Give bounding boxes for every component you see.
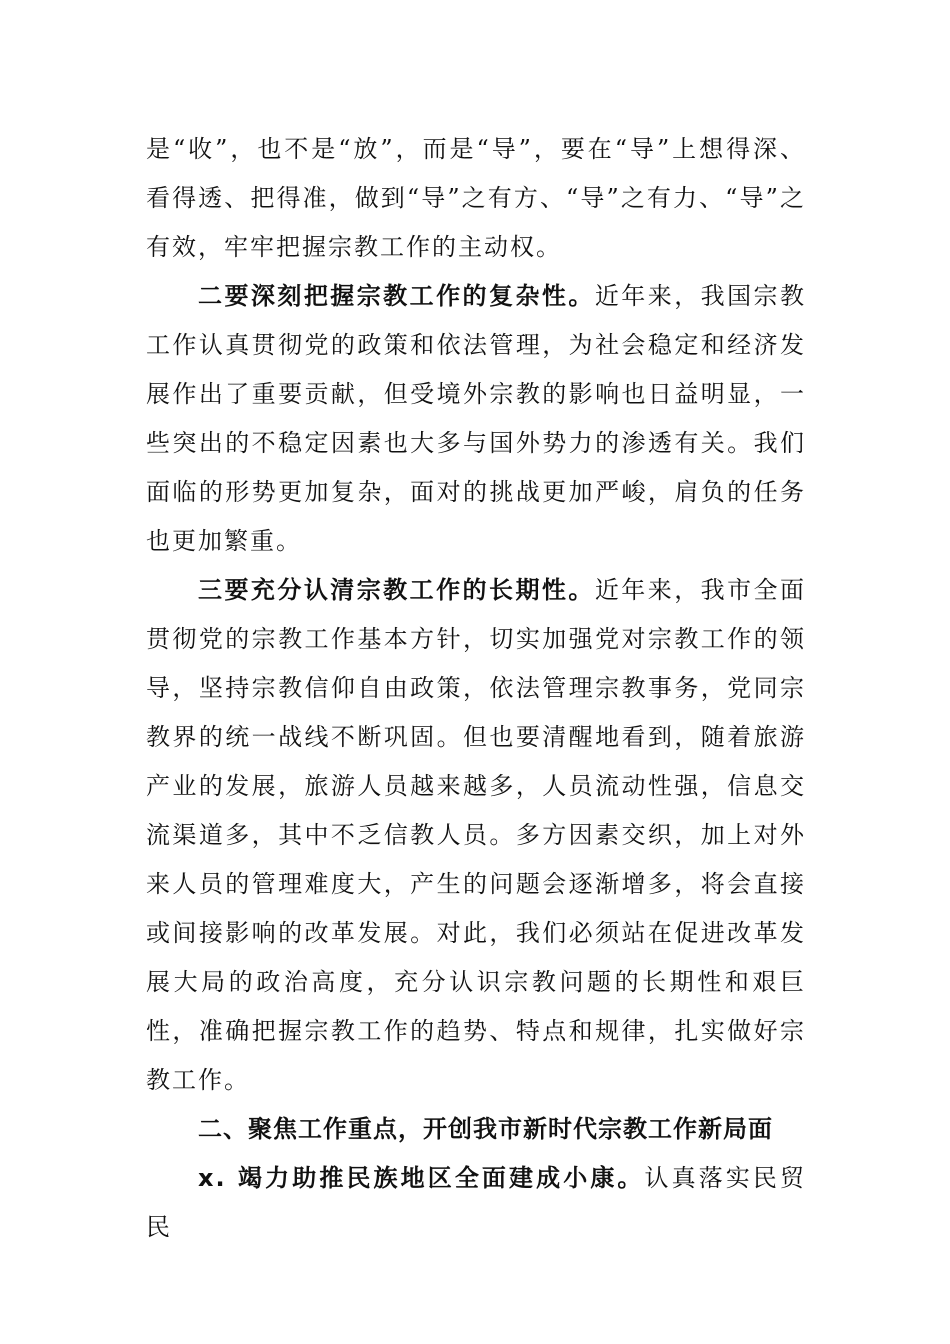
paragraph-complexity xyxy=(146,272,806,566)
paragraph-text: 近年来，我国宗教工作认真贯彻党的政策和依法管理，为社会稳定和经济发展作出了重要贡献，但受境外宗教的影响也日益明显，一些突出的不稳定因素也大多与国外势力的渗透有关。我们面临的形势更加复杂，面对的挑战更加严峻，肩负的任务也更加繁重。 xyxy=(146,282,807,555)
paragraph-minority-areas xyxy=(146,1154,806,1252)
paragraph-text: 认真落实民贸民 xyxy=(146,1164,807,1241)
paragraph-lead: 三要充分认清宗教工作的长期性。 xyxy=(198,576,595,604)
paragraph-text: 近年来，我市全面贯彻党的宗教工作基本方针，切实加强党对宗教工作的领导，坚持宗教信仰自由政策，依法管理宗教事务，党同宗教界的统一战线不断巩固。但也要清醒地看到，随着旅游产业的发展，旅游人员越来越多，人员流动性强，信息交流渠道多，其中不乏信教人员。多方因素交织，加上对外来人员的管理难度大，产生的问题会逐渐增多，将会直接或间接影响的改革发展。对此，我们必须站在促进改革发展大局的政治高度，充分认识宗教问题的长期性和艰巨性，准确把握宗教工作的趋势、特点和规律，扎实做好宗教工作。 xyxy=(146,576,807,1094)
section-heading: 二、聚焦工作重点，开创我市新时代宗教工作新局面 xyxy=(198,1115,773,1143)
document-page xyxy=(146,125,806,1252)
paragraph-continuation xyxy=(146,125,806,272)
paragraph-lead: 二要深刻把握宗教工作的复杂性。 xyxy=(198,282,595,310)
paragraph-text: 是“收”，也不是“放”，而是“导”，要在“导”上想得深、看得透、把得准，做到“导”之有方、“导”之有力、“导”之有效，牢牢把握宗教工作的主动权。 xyxy=(146,135,806,261)
paragraph-long-term xyxy=(146,566,806,1105)
paragraph-lead: x. 竭力助推民族地区全面建成小康。 xyxy=(198,1164,645,1192)
